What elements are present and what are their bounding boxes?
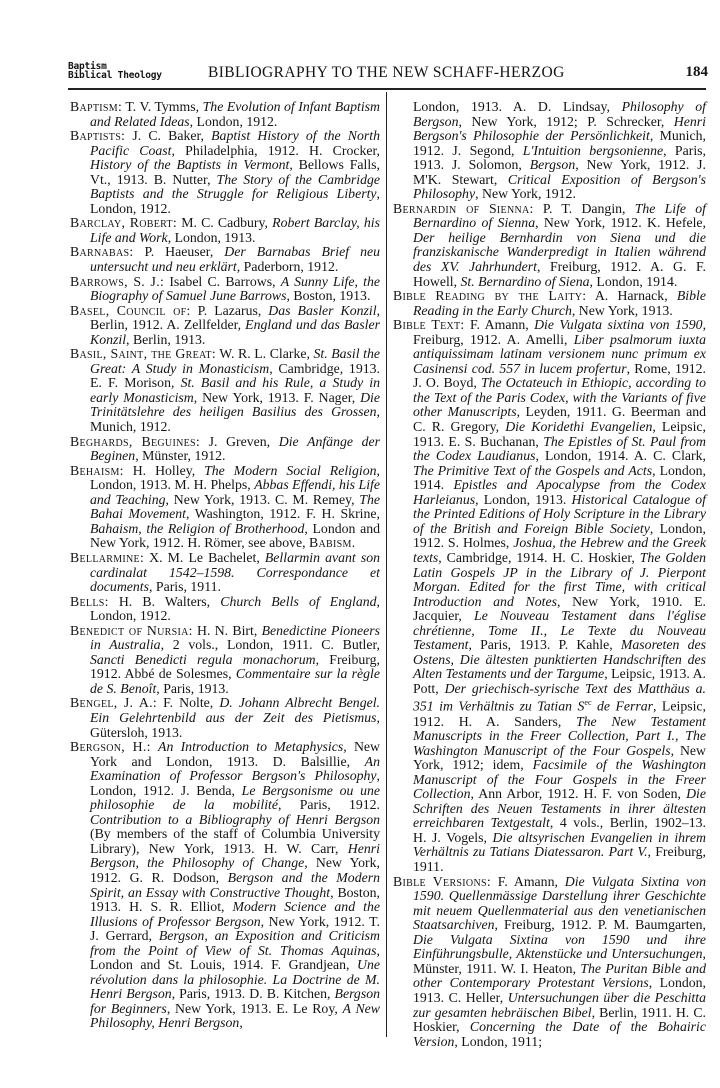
work-title: Abbas Effendi, his Life and Teaching — [90, 477, 380, 507]
work-title: Bellarmin avant son cardinalat 1542–1598. Correspondance et documents — [90, 549, 380, 595]
citation-text: , Berlin, 1913. — [126, 331, 206, 347]
work-title: Der heilige Bernhardin von Siena und die franziskanische Wanderpredigt in Italien während des XV. Jahrhundert — [413, 229, 706, 275]
work-title: Henri Bergson's Philosophie der Persönlichkeit — [413, 113, 706, 144]
citation-text: , London, 1914. A. C. Clark, — [535, 448, 706, 464]
citation-text: H. Holley, — [123, 462, 205, 478]
header-rule — [68, 88, 706, 90]
page-number: 184 — [685, 64, 708, 80]
work-title: Bergson for Beginners — [90, 986, 380, 1016]
citation-text: P. Haeuser, — [133, 244, 225, 260]
work-title: St. Basil and his Rule, a Study in early Monasticism — [90, 375, 381, 405]
citation-text: , Leipsic, 1912. H. A. Sanders, — [413, 699, 706, 729]
work-title: A Sunny Life, the Biography of Samuel June Barrows — [90, 273, 381, 304]
citation-text: P. Lazarus, — [190, 302, 269, 318]
work-title: Contribution to a Bibliography of Henri Bergson — [90, 811, 380, 827]
work-title: The New Testament Manuscripts in the Freer Collection, Part I., The Washington Manuscript of the Four Gospels — [413, 713, 706, 758]
work-title: Bergson — [529, 157, 576, 173]
column-divider — [386, 92, 387, 1037]
bibliography-entry — [70, 435, 380, 464]
work-title: Facsimile of the Washington Manuscript of the Four Gospels in the Freer Collection — [413, 757, 707, 802]
work-title: Le Bergsonisme ou une philosophie de la mobilité — [90, 782, 380, 813]
work-title: An Examination of Professor Bergson's Philosophy — [90, 753, 380, 784]
citation-text: W. R. L. Clarke, — [215, 346, 314, 362]
citation-text: J. Greven, — [200, 433, 279, 449]
work-title: Historical Catalogue of the Printed Editions of Holy Scripture in the Library of the British and Foreign Bible Society — [413, 491, 706, 536]
citation-text: , Münster, 1911. W. I. Heaton, — [413, 946, 706, 976]
bibliography-entry — [393, 875, 706, 1050]
citation-text: A. Harnack, — [586, 288, 677, 304]
citation-text: , London, 1913. — [475, 491, 572, 507]
citation-text: , Paris, 1912. — [278, 797, 381, 813]
citation-text: , New York, 1913. — [571, 302, 673, 318]
work-title: History of the Baptists in Vermont — [90, 157, 290, 173]
work-title: Joshua, the Hebrew and the Greek texts — [413, 535, 706, 565]
citation-text: , Boston, 1913. H. S. R. Elliot, — [90, 884, 380, 915]
citation-text: , London, 1914. — [413, 462, 706, 493]
bibliography-entry-continued — [393, 100, 706, 202]
bibliography-entry — [70, 304, 380, 348]
work-title: Henri Bergson, the Philosophy of Change — [90, 840, 380, 871]
citation-text: , London, 1912. — [90, 593, 380, 624]
work-title: Concerning the Date of the Bohairic Version — [413, 1019, 707, 1049]
citation-text: , London, 1913. M. H. Phelps, — [90, 462, 380, 493]
citation-text: , Freiburg, 1911. — [413, 844, 706, 875]
entry-heading: Bible Versions: — [393, 873, 491, 889]
entry-heading: Basel, Council of: — [70, 302, 191, 318]
work-title: D. Johann Albrecht Bengel. Ein Gelehrtenbild aus der Zeit des Pietismus — [90, 695, 380, 725]
work-title: Die Vulgata Sixtina von 1590. Quellenmässige Darstellung ihrer Geschichte mit neuem Quellenmaterial aus den venetianischen Staatsarchiven — [413, 873, 707, 933]
bibliography-entry — [70, 347, 380, 434]
bibliography-entry — [70, 624, 380, 697]
citation-text: X. M. Le Bachelet, — [144, 549, 265, 565]
citation-text: , Gütersloh, 1913. — [90, 709, 380, 740]
citation-text: , Philadelphia, 1912. H. Crocker, — [171, 142, 380, 158]
entry-heading: Barnabas: — [70, 244, 134, 260]
bibliography-entry — [70, 464, 380, 551]
citation-text: , Munich, 1912. J. Segond, — [413, 128, 706, 158]
work-title: Robert Barclay, his Life and Work — [90, 215, 380, 245]
right-column — [393, 100, 706, 1049]
bibliography-entry — [70, 245, 380, 274]
citation-text: , — [239, 1015, 243, 1031]
work-title: Modern Science and the Illusions of Professor Bergson — [90, 899, 380, 929]
work-title: The Life of Bernardino of Sienna — [413, 200, 706, 231]
work-title: Epistles and Apocalypse from the Codex Harleianus — [413, 477, 706, 507]
work-title: Le Nouveau Testament dans l'église chrétienne, Tome II., Le Texte du Nouveau Testament — [413, 608, 706, 653]
work-title: Bahaism, the Religion of Brotherhood — [90, 520, 305, 536]
citation-text: , London and New York, 1912. H. Römer, see above, — [90, 520, 380, 551]
work-title: Der griechisch-syrische Text des Matthäus a. 351 im Verhältnis zu Tatian S — [413, 680, 706, 715]
citation-text: , New York, 1912; P. Schrecker, — [458, 113, 674, 129]
citation-text: , Paris, 1913. — [156, 680, 229, 696]
citation-text: , New York and London, 1913. D. Balsillie, — [90, 739, 380, 769]
citation-text: , Berlin, 1912. A. Zellfelder, — [90, 302, 381, 333]
work-title: de Ferrar — [591, 699, 654, 715]
citation-text: , Freiburg, 1912. A. Amelli, — [413, 317, 707, 347]
entry-heading: Barclay, Robert: — [70, 215, 178, 231]
entry-heading: Behaism: — [70, 462, 124, 478]
citation-text: . — [351, 535, 356, 551]
work-title: Die Koridethi Evangelien — [505, 419, 653, 435]
bibliography-entry — [70, 129, 380, 216]
bibliography-entry — [70, 595, 380, 624]
superscript: ec — [584, 698, 592, 708]
work-title: Une révolution dans la philosophie. La Doctrine de M. Henri Bergson — [90, 957, 380, 1002]
entry-heading: Bells: — [70, 593, 109, 609]
citation-text: , Berlin, 1911. H. C. Hoskier, — [413, 1004, 706, 1035]
work-title: England und das Basler Konzil — [90, 317, 380, 347]
citation-text: , Washington, 1912. F. H. Skrine, — [185, 506, 380, 522]
running-head-title: BIBLIOGRAPHY TO THE NEW SCHAFF-HERZOG — [208, 64, 565, 81]
work-title: An Introduction to Metaphysics — [158, 739, 344, 755]
entry-heading: Baptists: — [70, 128, 126, 144]
citation-text: H. N. Birt, — [192, 622, 262, 638]
citation-text: , London, 1912. — [189, 113, 278, 129]
citation-text — [151, 739, 158, 754]
citation-text: , Leipsic, 1913. A. Pott, — [413, 666, 706, 696]
work-title: The Golden Latin Gospels JP in the Library of J. Pierpont Morgan. Edited for the first Time, with critical Introduction and Notes — [413, 549, 706, 609]
work-title: The Story of the Cambridge Baptists and the Struggle for Religious Liberty — [90, 171, 380, 202]
citation-text: P. T. Dangin, — [533, 200, 635, 216]
citation-text: , New York, 1912. J. M'K. Stewart, — [413, 157, 706, 187]
entry-heading: Bellarmine: — [70, 549, 145, 565]
citation-text: , Rome, 1912. J. O. Boyd, — [413, 360, 707, 391]
citation-text: , London, 1913. — [167, 229, 256, 245]
citation-text: , London and St. Louis, 1914. F. Grandjean, — [90, 942, 380, 973]
citation-text: F. Amann, — [464, 317, 535, 333]
citation-text: T. V. Tymms, — [122, 99, 203, 114]
citation-text: , London, 1911; — [454, 1033, 543, 1049]
work-title: Liber psalmorum iuxta antiquissimam latinam versionem nunc primum ex Casinensi cod. 557 in lucem profertur — [413, 331, 706, 376]
citation-text: , Freiburg, 1912. P. M. Baumgarten, — [494, 917, 706, 933]
left-column — [70, 100, 380, 1031]
work-title: The Octateuch in Ethiopic, according to the Text of the Paris Codex, with the Variants of five other Manuscripts — [413, 375, 706, 420]
bibliography-entry — [393, 318, 706, 874]
citation-text: , Cambridge, 1913. E. F. Morison, — [90, 360, 380, 391]
work-title: Die Schriften des Neuen Testaments in ihrer ältesten erreichbaren Textgestalt — [413, 786, 706, 831]
work-title: The Modern Social Religion — [204, 462, 377, 478]
entry-heading: Bergson, H.: — [70, 739, 151, 755]
topic-first: Baptism — [68, 61, 107, 72]
citation-text: Isabel C. Barrows, — [164, 273, 281, 289]
work-title: The Puritan Bible and other Contemporary Protestant Versions — [413, 960, 706, 991]
entry-heading: Bible Reading by the Laity: — [393, 288, 587, 304]
citation-text: , Bellows Falls, Vt., 1913. B. Nutter, — [90, 157, 380, 187]
work-title: Bergson and the Modern Spirit, an Essay with Constructive Thought — [90, 869, 380, 900]
citation-text: , New York, 1912. G. R. Dodson, — [90, 855, 381, 885]
citation-text: , New York, 1913. F. Nager, — [193, 389, 361, 405]
citation-text: , Paris, 1913. D. B. Kitchen, — [171, 986, 335, 1002]
work-title: The Bahai Movement — [90, 491, 380, 522]
citation-text: , New York, 1912. K. Hefele, — [535, 215, 706, 231]
citation-text: J. C. Baker, — [125, 128, 212, 144]
citation-text: , Munich, 1912. — [90, 404, 380, 435]
citation-text: , Leipsic, 1913. E. S. Buchanan, — [413, 419, 706, 449]
citation-text: F. Nolte, — [157, 695, 220, 711]
citation-text: , Münster, 1912. — [135, 448, 226, 464]
work-title: Church Bells of England — [220, 593, 377, 609]
bibliography-entry — [70, 275, 380, 304]
citation-text: , 2 vols., London, 1911. C. Butler, — [160, 637, 381, 653]
entry-heading: Bernardin of Sienna: — [393, 200, 534, 216]
work-title: Baptist History of the North Pacific Coast — [90, 128, 380, 158]
citation-text: (By members of the staff of Columbia University Library), New York, 1913. H. W. Carr, — [90, 826, 380, 856]
work-title: L'Intuition bergsonienne — [522, 142, 664, 158]
citation-text: , London, 1912. — [90, 186, 380, 216]
citation-text: H. B. Walters, — [108, 593, 221, 609]
entry-heading: Bible Text: — [393, 317, 465, 333]
citation-text: , Leyden, 1911. G. Beerman and C. R. Gregory, — [413, 404, 706, 435]
bibliography-entry — [70, 740, 380, 1031]
work-title: St. Basil the Great: A Study in Monasticism — [90, 346, 380, 376]
work-title: Das Basler Konzil — [268, 302, 377, 318]
citation-text: , Paris, 1913. P. Kahle, — [468, 637, 621, 653]
bibliography-entry — [70, 696, 380, 740]
citation-text: , London, 1914. — [589, 273, 678, 289]
work-title: St. Bernardino of Siena — [460, 273, 590, 289]
entry-heading: Beghards, Beguines: — [70, 433, 201, 449]
work-title: Untersuchungen über die Peschitta zur gesamten hebräischen Bibel — [413, 989, 706, 1020]
work-title: Die Vulgata Sixtina von 1590 und ihre Einführungsbulle, Aktenstücke und Untersuchungen — [413, 931, 706, 962]
work-title: Die Vulgata sixtina von 1590 — [534, 317, 703, 333]
citation-text: , New York, 1910. E. Jacquier, — [413, 593, 706, 624]
bibliography-entry — [393, 289, 706, 318]
work-title: Benedictine Pioneers in Australia — [90, 622, 380, 653]
citation-text: , Paris, 1911. — [149, 579, 221, 595]
citation-text: , New York, 1913. C. M. Remey, — [165, 491, 360, 507]
entry-heading: Baptism: — [70, 99, 123, 114]
bibliography-entry — [393, 202, 706, 289]
topic-last: Biblical Theology — [68, 70, 162, 81]
running-head-topics — [68, 62, 162, 80]
citation-text: , Boston, 1913. — [286, 288, 371, 304]
work-title: Commentaire sur la règle de S. Benoît — [90, 666, 380, 696]
citation-text: , New York, 1912; idem, — [413, 742, 706, 773]
bibliography-entry — [70, 551, 380, 595]
citation-text: , Paderborn, 1912. — [236, 259, 339, 275]
citation-text: London, 1913. A. D. Lindsay, — [413, 99, 622, 114]
work-title: The Primitive Text of the Gospels and Acts — [413, 462, 653, 478]
entry-heading: Barrows, S. J.: — [70, 273, 165, 289]
work-title: Der Barnabas Brief neu untersucht und neu erklärt — [90, 244, 380, 275]
work-title: Sancti Benedicti regula monachorum — [90, 651, 316, 667]
work-title: Die altsyrischen Evangelien in ihrem Verhältnis zu Tatians Diatessaron. Part V. — [413, 829, 707, 860]
work-title: A New Philosophy, Henri Bergson — [90, 1000, 380, 1031]
citation-text: , Ann Arbor, 1912. H. F. von Soden, — [470, 786, 687, 802]
citation-text: , Freiburg, 1912. A. G. F. Howell, — [413, 259, 706, 289]
work-title: Critical Exposition of Bergson's Philosophy — [413, 171, 706, 202]
work-title: Die Anfänge der Beginen — [90, 433, 381, 464]
bibliography-entry — [70, 100, 380, 129]
citation-text: , 4 vols., Berlin, 1902–13. H. J. Vogels, — [413, 815, 706, 845]
work-title: Philosophy of Bergson — [413, 99, 706, 129]
citation-text: M. C. Cadbury, — [177, 215, 273, 231]
citation-text: , New York, 1912. T. J. Gerrard, — [90, 913, 380, 944]
bibliography-entry — [70, 216, 380, 245]
citation-text: , London, 1913. C. Heller, — [413, 975, 706, 1005]
entry-heading: Bengel, J. A.: — [70, 695, 158, 711]
work-title: The Evolution of Infant Baptism and Related Ideas — [90, 99, 380, 129]
cross-reference: Babism — [309, 535, 352, 551]
citation-text: , New York, 1913. E. Le Roy, — [166, 1000, 343, 1016]
citation-text: , London, 1912. J. Benda, — [90, 768, 380, 798]
entry-heading: Basil, Saint, the Great: — [70, 346, 216, 362]
work-title: Masoreten des Ostens, Die ältesten punktierten Handschriften des Alten Testaments und der Targume — [413, 637, 706, 682]
citation-text: , Cambridge, 1914. H. C. Hoskier, — [438, 549, 640, 565]
citation-text: , London, 1912. S. Holmes, — [413, 520, 706, 551]
work-title: Bible Reading in the Early Church — [413, 288, 706, 318]
citation-text: , New York, 1912. — [475, 186, 576, 202]
entry-heading: Benedict of Nursia: — [70, 622, 193, 638]
citation-text: F. Amann, — [490, 873, 565, 889]
citation-text: , Freiburg, 1912. Abbé de Solesmes, — [90, 651, 380, 682]
running-head — [68, 62, 708, 86]
work-title: Bergson, an Exposition and Criticism from the Point of View of St. Thomas Aquinas — [90, 928, 380, 958]
citation-text: , Paris, 1913. J. Solomon, — [413, 142, 706, 173]
work-title: Die Trinitätslehre des heiligen Basilius des Grossen — [90, 389, 380, 420]
work-title: The Epistles of St. Paul from the Codex Laudianus — [413, 433, 706, 464]
